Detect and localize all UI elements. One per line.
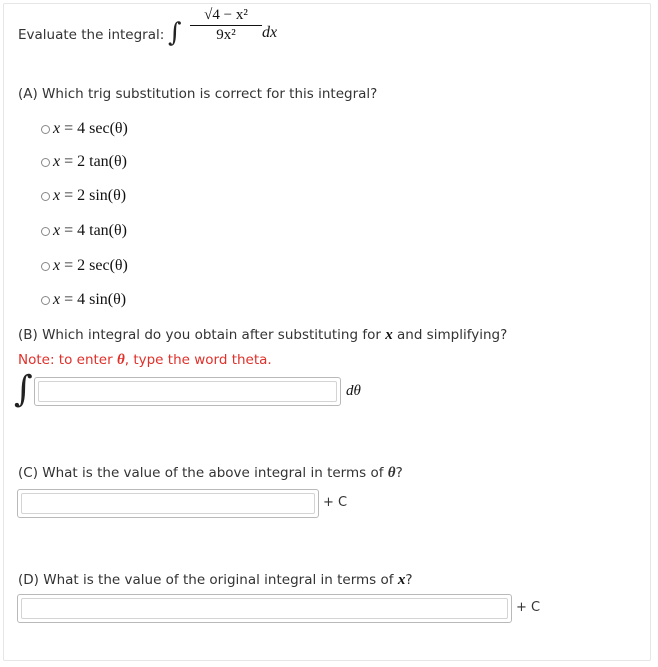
part-d-input-field[interactable] [21,598,508,619]
part-c-input[interactable] [17,489,319,518]
option-var: x [53,257,61,274]
part-d-question: (D) What is the value of the original integral in terms of x? [18,572,413,588]
radio-button[interactable] [41,227,50,236]
integrand-fraction [190,6,262,44]
option-var: x [53,187,61,204]
option-text: = 2 tan(θ) [60,153,127,170]
radio-button[interactable] [41,262,50,271]
radio-button[interactable] [41,158,50,167]
part-b-input-field[interactable] [38,381,337,402]
option-row[interactable] [41,289,126,311]
option-var: x [53,291,61,308]
option-text: = 2 sin(θ) [60,187,127,204]
part-c-question: (C) What is the value of the above integral in terms of θ? [18,465,403,481]
theta-note: Note: to enter θ, type the word theta. [18,352,272,368]
option-var: x [53,222,61,239]
option-row[interactable] [41,255,128,277]
integral-sign: ∫ [168,18,182,48]
option-var: x [53,120,61,137]
note-theta: θ [116,352,125,368]
option-row[interactable] [41,220,127,242]
option-text: = 4 sec(θ) [60,120,128,137]
part-b-var: x [385,327,393,343]
option-text: = 4 sin(θ) [60,291,127,308]
option-row[interactable] [41,118,128,140]
radio-button[interactable] [41,125,50,134]
integrand-differential: dx [262,24,278,41]
radio-button[interactable] [41,296,50,305]
option-text: = 4 tan(θ) [60,222,127,239]
part-c-suffix: + C [323,495,348,510]
part-b-question: (B) Which integral do you obtain after substituting for x and simplifying? [18,327,508,343]
part-b-suffix: dθ [346,383,361,399]
option-text: = 2 sec(θ) [60,257,128,274]
option-row[interactable] [41,185,126,207]
integrand-denominator: 9x² [216,27,236,43]
part-c-input-field[interactable] [21,493,315,514]
part-d-suffix: + C [516,600,541,615]
answer-integral-sign: ∫ [14,369,33,410]
integrand-numerator: √4 − x² [190,6,262,26]
radio-button[interactable] [41,192,50,201]
part-c-var: θ [387,465,396,481]
problem-prompt: Evaluate the integral: [18,27,165,43]
part-a-question: (A) Which trig substitution is correct for this integral? [18,86,378,102]
part-d-var: x [397,572,406,588]
option-row[interactable] [41,151,127,173]
option-var: x [53,153,61,170]
part-b-input[interactable] [34,377,341,406]
part-d-input[interactable] [17,594,512,623]
